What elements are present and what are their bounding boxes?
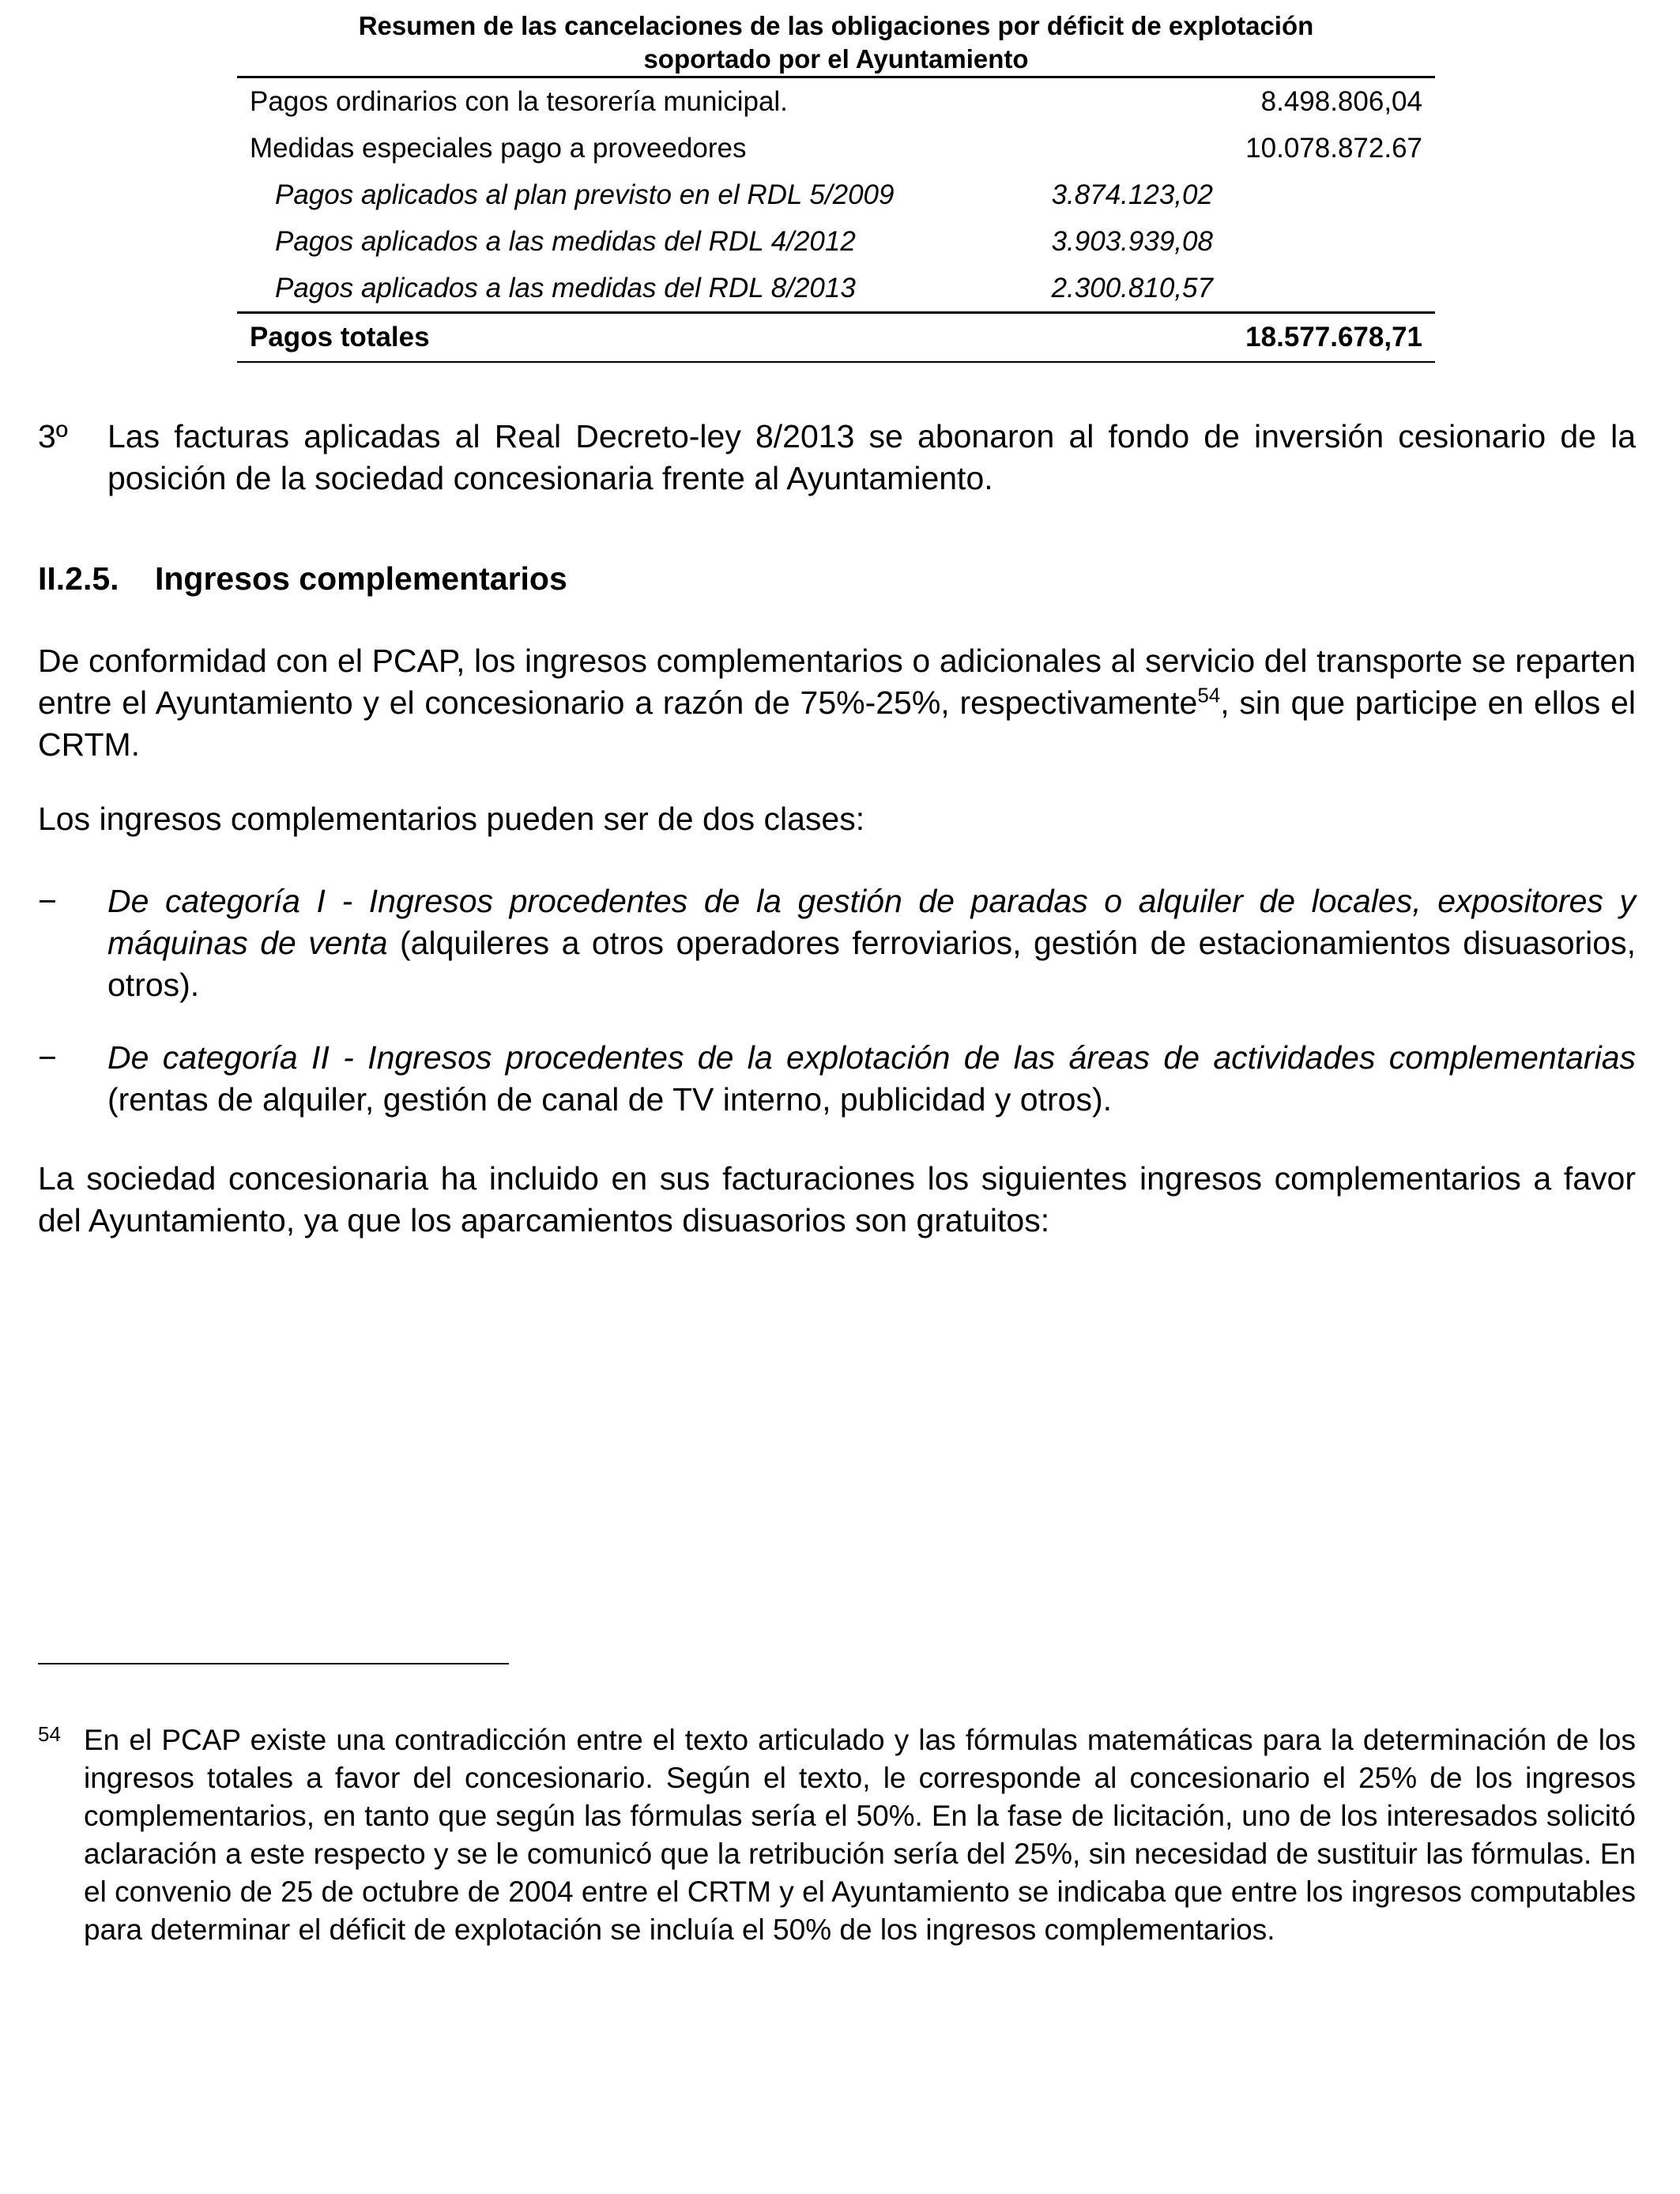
table-caption-line-2: soportado por el Ayuntamiento [643, 44, 1029, 74]
dash-icon: − [38, 1039, 57, 1076]
bullet-italic: De categoría II - Ingresos procedentes de la explotación de las áreas de actividades complementarias [107, 1039, 1636, 1076]
row-partial: 2.300.810,57 [1051, 272, 1213, 303]
row-partial: 3.874.123,02 [1051, 179, 1213, 210]
bullet-item [38, 1037, 1636, 1121]
footnote [38, 1721, 1636, 1949]
dash-icon: − [38, 883, 57, 919]
bullet-text [107, 1037, 1636, 1121]
paragraph-2: Los ingresos complementarios pueden ser de dos clases: [38, 801, 865, 837]
total-value: 18.577.678,71 [1213, 313, 1435, 363]
summary-table [237, 76, 1435, 363]
table-row [237, 77, 1435, 126]
table-row [237, 218, 1435, 265]
total-partial [1004, 313, 1213, 363]
row-label: Medidas especiales pago a proveedores [250, 132, 747, 164]
row-partial: 3.903.939,08 [1051, 225, 1213, 257]
row-partial [1004, 125, 1213, 172]
bullet-text [107, 880, 1636, 1006]
row-total [1213, 218, 1435, 265]
table-row [237, 172, 1435, 218]
table-caption-line-1: Resumen de las cancelaciones de las obligaciones por déficit de explotación [358, 11, 1314, 40]
row-total [1213, 265, 1435, 313]
paragraph-1-text-a: De conformidad con el PCAP, los ingresos complementarios o adicionales al servicio del transporte se reparten entre el Ayuntamiento y el concesionario a razón de 75%-25%, respectivamente [38, 643, 1636, 721]
item-number: 3º [38, 418, 68, 454]
row-label: Pagos ordinarios con la tesorería municipal. [237, 77, 1004, 126]
bullet-italic: De categoría I - Ingresos procedentes de la gestión de paradas o alquiler de locales, expositores y máquinas de venta [107, 883, 1636, 961]
row-partial [1004, 77, 1213, 126]
total-label: Pagos totales [237, 313, 1004, 363]
paragraph-3: La sociedad concesionaria ha incluido en sus facturaciones los siguientes ingresos complementarios a favor del Ayuntamiento, ya que los aparcamientos disuasorios son gratuitos: [38, 1160, 1636, 1238]
footnote-number: 54 [38, 1722, 61, 1746]
row-label: Pagos aplicados a las medidas del RDL 4/2012 [275, 225, 856, 257]
bullet-item [38, 880, 1636, 1006]
footnote-text: En el PCAP existe una contradicción entre el texto articulado y las fórmulas matemáticas para la determinación de los ingresos totales a favor del concesionario. Según el texto, le corresponde al concesionario el 25% de los ingresos complementarios, en tanto que según las fórmulas sería el 50%. En la fase de licitación, uno de los interesados solicitó aclaración a este respecto y se le comunicó que la retribución sería del 25%, sin necesidad de sustituir las fórmulas. En el convenio de 25 de octubre de 2004 entre el CRTM y el Ayuntamiento se indicaba que entre los ingresos computables para determinar el déficit de explotación se incluía el 50% de los ingresos complementarios. [84, 1724, 1636, 1946]
paragraph-1 [38, 640, 1636, 766]
row-label: Pagos aplicados al plan previsto en el RDL 5/2009 [275, 179, 895, 210]
bullet-rest: (alquileres a otros operadores ferroviarios, gestión de estacionamientos disuasorios, otros). [107, 925, 1636, 1003]
table-row [237, 125, 1435, 172]
row-total: 10.078.872.67 [1245, 132, 1422, 164]
section-heading [38, 558, 567, 600]
footnote-ref[interactable]: 54 [1197, 683, 1221, 707]
row-total [1213, 172, 1435, 218]
paragraph-1-text-b: , sin que participe en ellos el CRTM. [38, 684, 1636, 763]
table-row [237, 265, 1435, 313]
footnote-separator [38, 1663, 509, 1664]
section-number: II.2.5. [38, 560, 119, 597]
bullet-rest: (rentas de alquiler, gestión de canal de TV interno, publicidad y otros). [107, 1081, 1112, 1118]
row-label: Pagos aplicados a las medidas del RDL 8/2013 [275, 272, 856, 303]
numbered-item-3 [38, 416, 1636, 499]
item-text: Las facturas aplicadas al Real Decreto-ley 8/2013 se abonaron al fondo de inversión cesionario de la posición de la sociedad concesionaria frente al Ayuntamiento. [107, 418, 1636, 496]
table-total-row [237, 313, 1435, 363]
section-title: Ingresos complementarios [155, 560, 567, 597]
row-total: 8.498.806,04 [1213, 77, 1435, 126]
table-caption [237, 9, 1435, 76]
